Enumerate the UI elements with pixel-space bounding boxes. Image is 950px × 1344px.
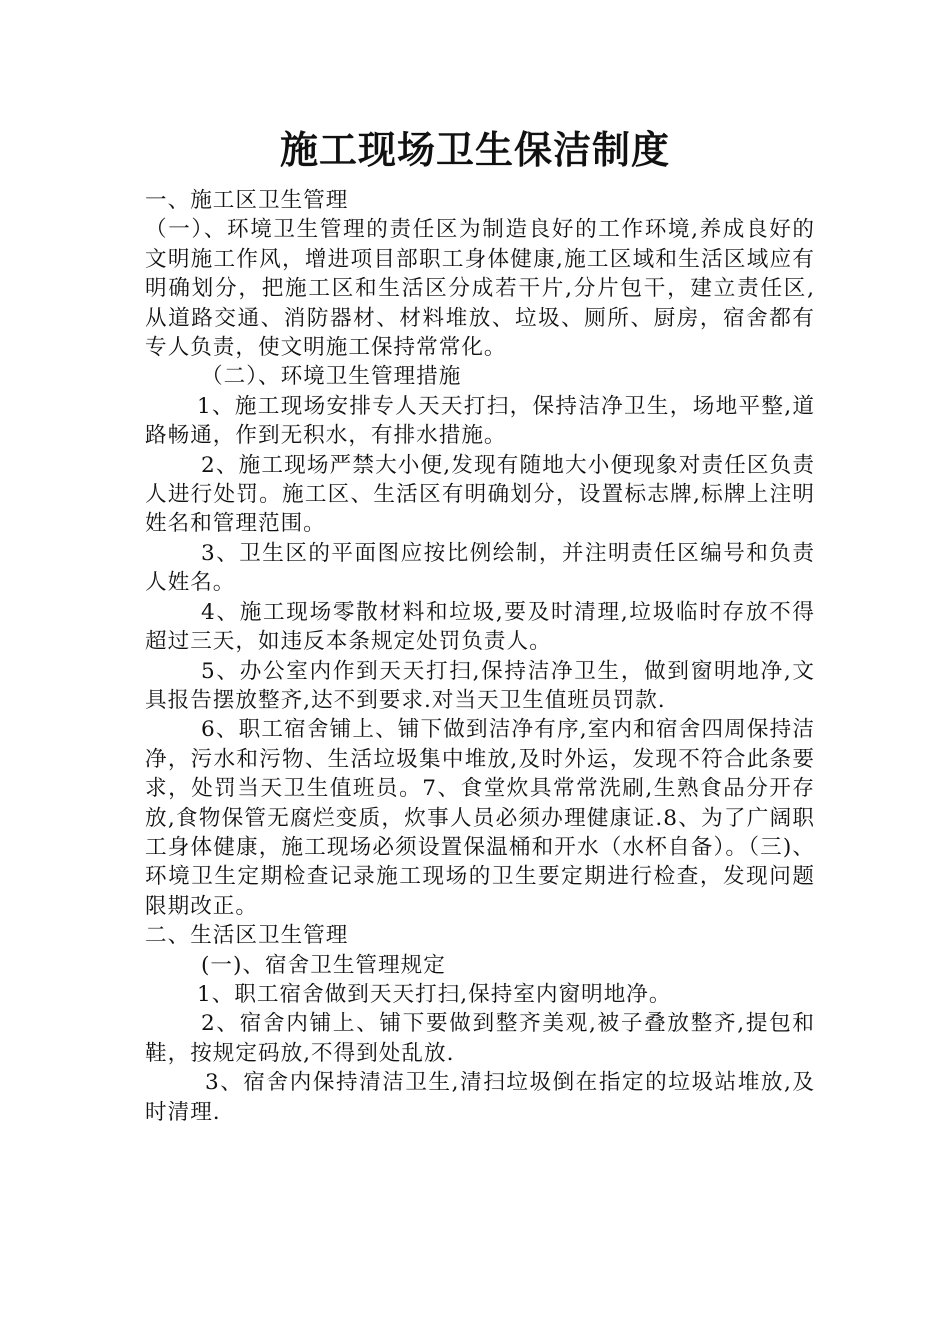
subsection-heading-measures: （二）、环境卫生管理措施: [201, 364, 462, 390]
paragraph-dorm-item-2: 2、宿舍内铺上、铺下要做到整齐美观,被子叠放整齐,提包和鞋，按规定码放,不得到处乱放.: [145, 1011, 815, 1066]
document-body: [145, 186, 815, 1127]
paragraph-item-2: 2、施工现场严禁大小便,发现有随地大小便现象对责任区负责人进行处罚。施工区、生活区有明确划分，设置标志牌,标牌上注明姓名和管理范围。: [145, 452, 815, 537]
paragraph-item-1: 1、施工现场安排专人天天打扫，保持洁净卫生，场地平整,道路畅通，作到无积水，有排水措施。: [145, 393, 815, 449]
paragraph-item-5: 5、办公室内作到天天打扫,保持洁净卫生，做到窗明地净,文具报告摆放整齐,达不到要求.对当天卫生值班员罚款.: [145, 658, 815, 713]
paragraph-dorm-item-1: 1、职工宿舍做到天天打扫,保持室内窗明地净。: [197, 981, 672, 1007]
paragraph-dorm-item-3: 3、宿舍内保持清洁卫生,清扫垃圾倒在指定的垃圾站堆放,及时清理.: [145, 1070, 815, 1125]
paragraph-item-6-8: 6、职工宿舍铺上、铺下做到洁净有序,室内和宿舍四周保持洁净，污水和污物、生活垃圾集中堆放,及时外运，发现不符合此条要求，处罚当天卫生值班员。7、食堂炊具常常洗刷,生熟食品分开存放,食物保管无腐烂变质，炊事人员必须办理健康证.8、为了广阔职工身体健康，施工现场必须设置保温桶和开水（水杯自备）。（三)、环境卫生定期检查记录施工现场的卫生要定期进行检查，发现问题限期改正。: [145, 717, 815, 919]
subsection-heading-dormitory: (一)、宿舍卫生管理规定: [201, 952, 446, 978]
section-heading-construction-area: 一、施工区卫生管理: [145, 188, 349, 213]
paragraph-item-3: 3、卫生区的平面图应按比例绘制，并注明责任区编号和负责人姓名。: [145, 540, 815, 596]
paragraph-item-4: 4、施工现场零散材料和垃圾,要及时清理,垃圾临时存放不得超过三天，如违反本条规定处罚负责人。: [145, 599, 815, 655]
section-heading-living-area: 二、生活区卫生管理: [145, 923, 349, 949]
paragraph-responsibility-zone: （一）、环境卫生管理的责任区为制造良好的工作环境,养成良好的文明施工作风，增进项目部职工身体健康,施工区域和生活区域应有明确划分，把施工区和生活区分成若干片,分片包干，建立责任区,从道路交通、消防器材、材料堆放、垃圾、厕所、厨房，宿舍都有专人负责，使文明施工保持常常化。: [145, 217, 815, 361]
document-title: 施工现场卫生保洁制度: [279, 127, 670, 172]
